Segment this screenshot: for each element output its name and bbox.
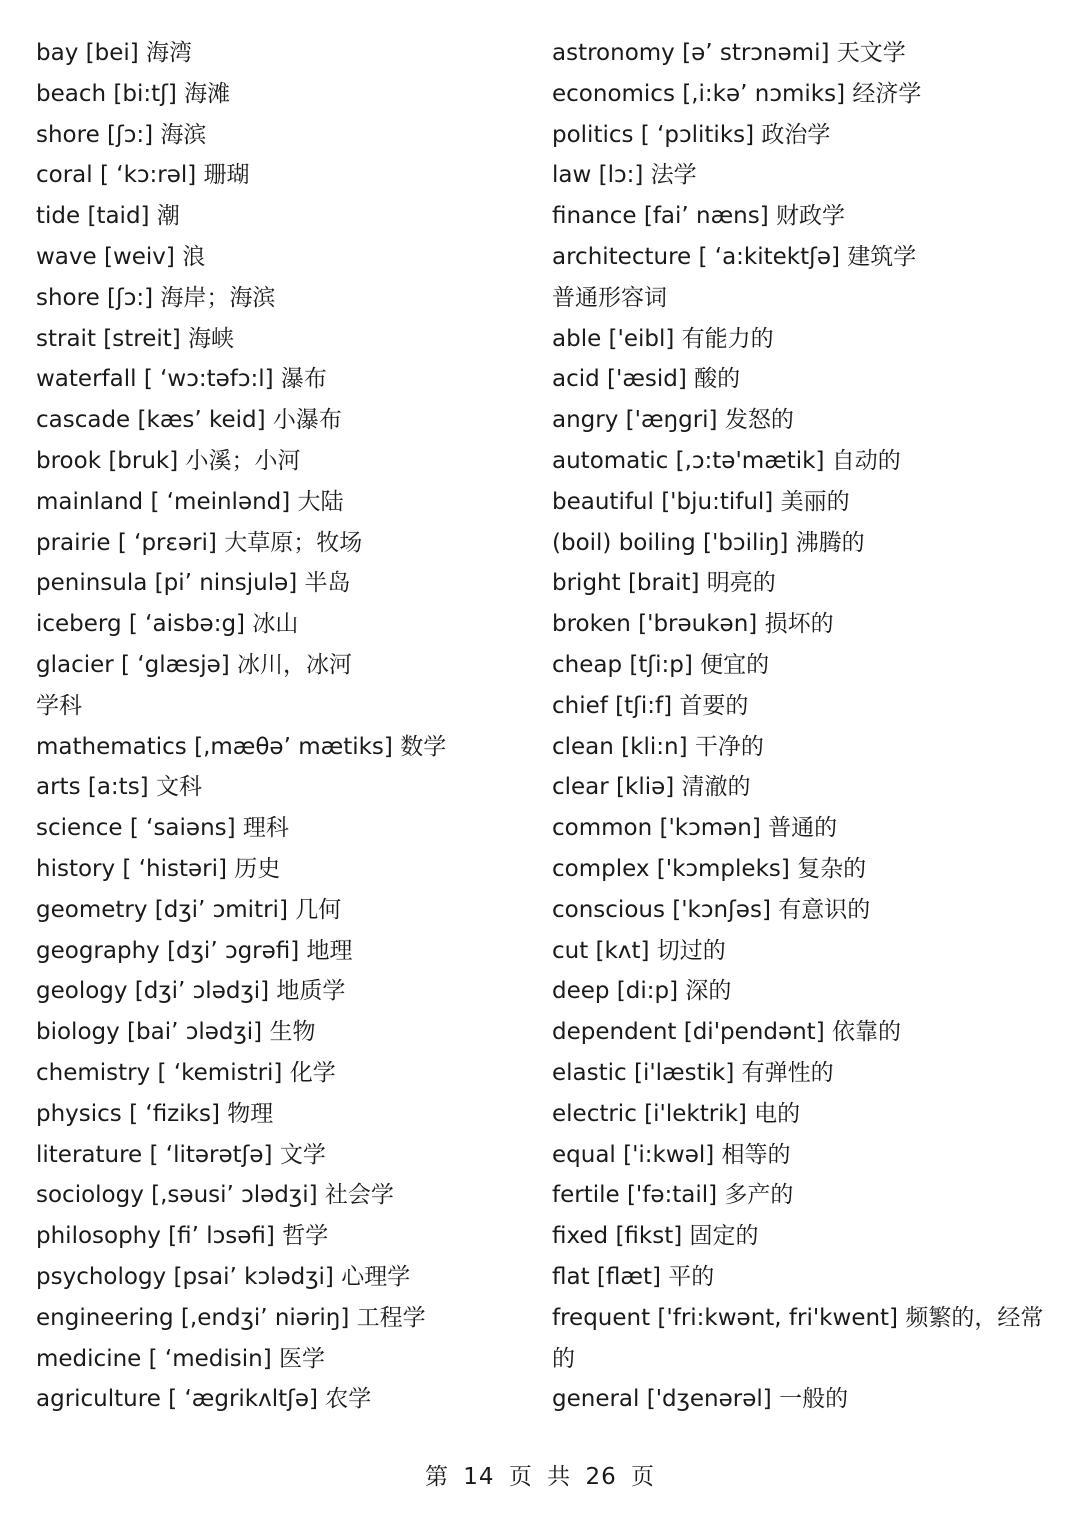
vocabulary-entry: history [ ‘histəri] 历史 — [36, 855, 281, 882]
vocabulary-entry: beautiful ['bju:tiful] 美丽的 — [552, 488, 850, 515]
vocabulary-entry: prairie [ ‘prεəri] 大草原；牧场 — [36, 529, 363, 556]
vocabulary-entry: acid ['æsid] 酸的 — [552, 366, 741, 393]
vocabulary-entry: wave [weiv] 浪 — [36, 243, 206, 270]
vocabulary-entry: conscious ['kɔnʃəs] 有意识的 — [552, 896, 871, 923]
vocabulary-entry: medicine [ ‘medisin] 医学 — [36, 1345, 325, 1372]
vocabulary-entry: elastic [i'læstik] 有弹性的 — [552, 1059, 834, 1086]
vocabulary-entry: cheap [tʃi:p] 便宜的 — [552, 651, 770, 678]
vocabulary-entry: psychology [psai’ kɔlədʒi] 心理学 — [36, 1263, 411, 1290]
vocabulary-entry: geology [dʒi’ ɔlədʒi] 地质学 — [36, 978, 346, 1005]
vocabulary-entry: bright [brait] 明亮的 — [552, 570, 776, 597]
vocabulary-entry: dependent [di'pendənt] 依靠的 — [552, 1019, 901, 1046]
vocabulary-entry: cascade [kæs’ keid] 小瀑布 — [36, 407, 342, 434]
vocabulary-entry: economics [,i:kə’ nɔmiks] 经济学 — [552, 80, 922, 107]
vocabulary-entry: (boil) boiling ['bɔiliŋ] 沸腾的 — [552, 529, 865, 556]
vocabulary-entry: geometry [dʒi’ ɔmitri] 几何 — [36, 896, 342, 923]
vocabulary-entry: 的 — [552, 1345, 575, 1372]
vocabulary-entry: astronomy [ə’ strɔnəmi] 天文学 — [552, 40, 906, 66]
page-footer: 第 14 页 共 26 页 — [424, 1464, 656, 1490]
vocabulary-entry: mainland [ ‘meinlənd] 大陆 — [36, 488, 344, 515]
vocabulary-entry: clear [kliə] 清澈的 — [552, 774, 751, 801]
vocabulary-entry: broken ['brəukən] 损坏的 — [552, 611, 834, 638]
vocabulary-entry: politics [ ‘pɔlitiks] 政治学 — [552, 121, 831, 148]
section-heading: 普通形容词 — [552, 284, 667, 311]
vocabulary-entry: automatic [,ɔ:tə'mætik] 自动的 — [552, 447, 901, 474]
vocabulary-entry: chief [tʃi:f] 首要的 — [552, 692, 749, 719]
vocabulary-entry: cut [kʌt] 切过的 — [552, 937, 726, 964]
vocabulary-entry: philosophy [fi’ lɔsəfi] 哲学 — [36, 1223, 329, 1250]
section-heading: 学科 — [36, 692, 82, 719]
vocabulary-entry: glacier [ ‘glæsjə] 冰川，冰河 — [36, 651, 353, 678]
vocabulary-entry: general ['dʒenərəl] 一般的 — [552, 1386, 849, 1413]
vocabulary-entry: iceberg [ ‘aisbə:g] 冰山 — [36, 611, 299, 638]
vocabulary-entry: physics [ ‘fiziks] 物理 — [36, 1100, 274, 1127]
left-word-column — [36, 33, 516, 1420]
vocabulary-entry: angry ['æŋgri] 发怒的 — [552, 407, 794, 434]
vocabulary-entry: arts [a:ts] 文科 — [36, 774, 202, 801]
vocabulary-entry: geography [dʒi’ ɔgrəfi] 地理 — [36, 937, 353, 964]
vocabulary-entry: waterfall [ ‘wɔ:təfɔ:l] 瀑布 — [36, 366, 327, 393]
vocabulary-entry: common ['kɔmən] 普通的 — [552, 815, 838, 842]
vocabulary-entry: fixed [fikst] 固定的 — [552, 1223, 759, 1250]
vocabulary-entry: shore [ʃɔ:] 海滨 — [36, 121, 207, 148]
vocabulary-entry: literature [ ‘litərətʃə] 文学 — [36, 1141, 326, 1168]
vocabulary-entry: complex ['kɔmpleks] 复杂的 — [552, 855, 867, 882]
vocabulary-entry: able ['eibl] 有能力的 — [552, 325, 774, 352]
vocabulary-entry: deep [di:p] 深的 — [552, 978, 732, 1005]
vocabulary-entry: agriculture [ ‘ægrikʌltʃə] 农学 — [36, 1386, 372, 1413]
vocabulary-entry: brook [bruk] 小溪；小河 — [36, 447, 301, 474]
vocabulary-entry: shore [ʃɔ:] 海岸；海滨 — [36, 284, 276, 311]
vocabulary-entry: equal ['i:kwəl] 相等的 — [552, 1141, 791, 1168]
vocabulary-entry: biology [bai’ ɔlədʒi] 生物 — [36, 1019, 316, 1046]
vocabulary-entry: bay [bei] 海湾 — [36, 40, 193, 66]
vocabulary-entry: architecture [ ‘a:kitektʃə] 建筑学 — [552, 243, 917, 270]
vocabulary-entry: coral [ ‘kɔ:rəl] 珊瑚 — [36, 162, 250, 189]
vocabulary-entry: chemistry [ ‘kemistri] 化学 — [36, 1059, 336, 1086]
right-word-column — [552, 33, 1052, 1420]
vocabulary-entry: strait [streit] 海峡 — [36, 325, 235, 352]
vocabulary-entry: science [ ‘saiəns] 理科 — [36, 815, 289, 842]
vocabulary-entry: sociology [,səusi’ ɔlədʒi] 社会学 — [36, 1182, 394, 1209]
vocabulary-entry: mathematics [,mæθə’ mætiks] 数学 — [36, 733, 447, 760]
vocabulary-entry: electric [i'lektrik] 电的 — [552, 1100, 801, 1127]
vocabulary-entry: frequent ['fri:kwənt, fri'kwent] 频繁的，经常 — [552, 1304, 1044, 1331]
vocabulary-entry: peninsula [pi’ ninsjulə] 半岛 — [36, 570, 351, 597]
vocabulary-entry: beach [bi:tʃ] 海滩 — [36, 80, 231, 107]
vocabulary-entry: finance [fai’ næns] 财政学 — [552, 203, 846, 230]
vocabulary-entry: engineering [,endʒi’ niəriŋ] 工程学 — [36, 1304, 426, 1331]
vocabulary-entry: clean [kli:n] 干净的 — [552, 733, 764, 760]
vocabulary-entry: fertile ['fə:tail] 多产的 — [552, 1182, 794, 1209]
vocabulary-entry: law [lɔ:] 法学 — [552, 162, 697, 189]
vocabulary-entry: flat [flæt] 平的 — [552, 1263, 715, 1290]
vocabulary-entry: tide [taid] 潮 — [36, 203, 180, 230]
